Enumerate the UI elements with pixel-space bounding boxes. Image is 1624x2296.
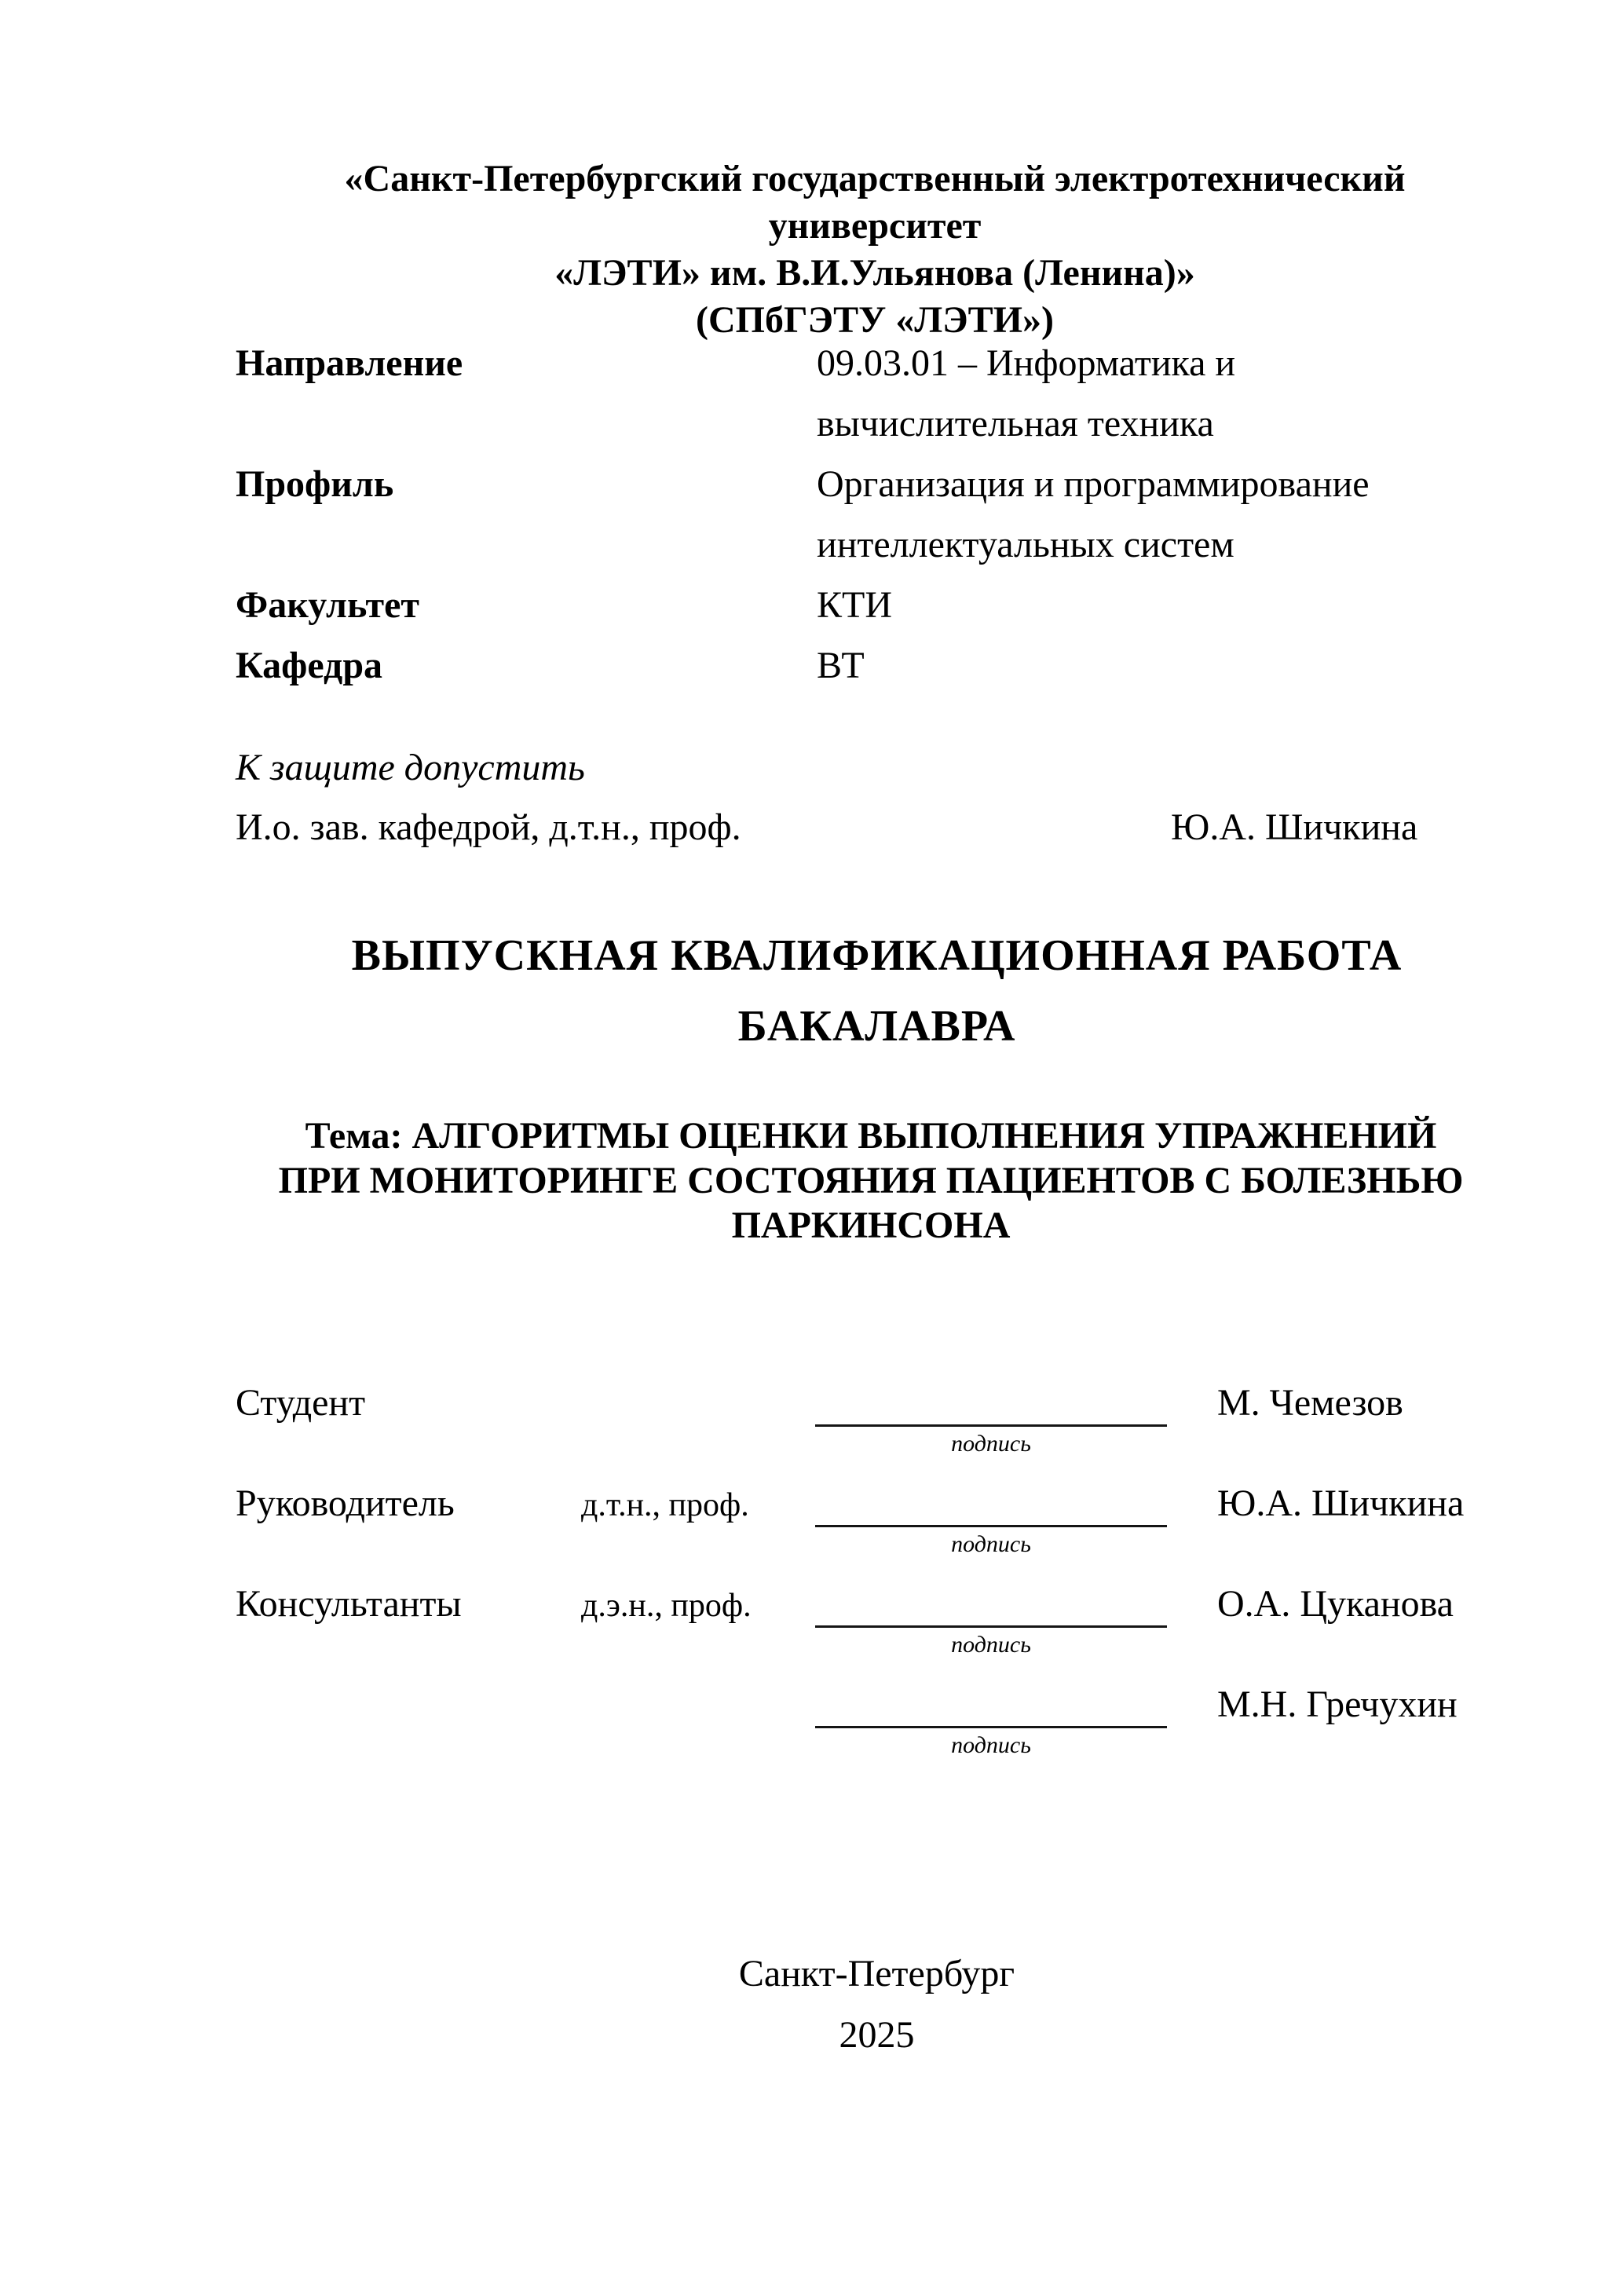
- signature-name: М. Чемезов: [1217, 1382, 1403, 1424]
- admission-row: [236, 807, 1506, 848]
- approver-position: И.о. зав. кафедрой, д.т.н., проф.: [236, 806, 741, 848]
- field-row-profile: [236, 454, 1506, 575]
- thesis-title: [236, 920, 1518, 1062]
- page-footer: [236, 1953, 1518, 2057]
- signature-caption: подпись: [951, 1531, 1031, 1557]
- signature-line: [815, 1625, 1167, 1628]
- field-value-line: 09.03.01 – Информатика и: [817, 342, 1236, 384]
- university-header: [236, 155, 1514, 344]
- signature-caption: подпись: [951, 1431, 1031, 1457]
- signature-name: М.Н. Гречухин: [1217, 1684, 1458, 1725]
- thesis-title-line1: ВЫПУСКНАЯ КВАЛИФИКАЦИОННАЯ РАБОТА: [351, 931, 1403, 980]
- signature-role: Руководитель: [236, 1483, 455, 1524]
- signature-line: [815, 1525, 1167, 1527]
- thesis-topic-line1: Тема: АЛГОРИТМЫ ОЦЕНКИ ВЫПОЛНЕНИЯ УПРАЖНЕНИЙ: [305, 1115, 1437, 1157]
- thesis-topic: [196, 1113, 1545, 1248]
- footer-city: Санкт-Петербург: [738, 1953, 1015, 1994]
- signature-line: [815, 1726, 1167, 1728]
- field-row-faculty: [236, 575, 1506, 635]
- field-value: [817, 333, 1506, 454]
- field-value-line: вычислительная техника: [817, 403, 1214, 444]
- info-fields: [236, 333, 1506, 696]
- signature-line: [815, 1424, 1167, 1427]
- signature-row-consultant-2: [236, 1676, 1508, 1778]
- signature-row-student: [236, 1374, 1508, 1476]
- thesis-topic-line3: ПАРКИНСОНА: [731, 1205, 1011, 1246]
- field-label: Факультет: [236, 584, 419, 626]
- signature-degree: д.т.н., проф.: [581, 1487, 749, 1523]
- signature-name: Ю.А. Шичкина: [1217, 1483, 1465, 1524]
- signature-role: Студент: [236, 1382, 366, 1424]
- university-name-line3: (СПбГЭТУ «ЛЭТИ»): [696, 299, 1054, 341]
- field-value: [817, 635, 1506, 696]
- field-row-direction: [236, 333, 1506, 454]
- field-label: Кафедра: [236, 645, 383, 686]
- field-label: Направление: [236, 342, 463, 384]
- university-name-line2: «ЛЭТИ» им. В.И.Ульянова (Ленина)»: [554, 252, 1195, 294]
- thesis-topic-line2: ПРИ МОНИТОРИНГЕ СОСТОЯНИЯ ПАЦИЕНТОВ С БОЛЕЗНЬЮ: [278, 1160, 1464, 1201]
- university-name-line1: «Санкт-Петербургский государственный электротехнический университет: [344, 158, 1406, 247]
- field-value: [817, 454, 1506, 575]
- field-value-line: интеллектуальных систем: [817, 524, 1234, 565]
- signature-row-supervisor: [236, 1475, 1508, 1577]
- approver-name: Ю.А. Шичкина: [1171, 806, 1418, 848]
- signature-caption: подпись: [951, 1632, 1031, 1658]
- field-value-line: Организация и программирование: [817, 463, 1370, 505]
- field-value: [817, 575, 1506, 635]
- signature-row-consultant-1: [236, 1575, 1508, 1677]
- signature-degree: д.э.н., проф.: [581, 1588, 752, 1624]
- field-row-department: [236, 635, 1506, 696]
- footer-year: 2025: [839, 2014, 915, 2056]
- thesis-title-line2: БАКАЛАВРА: [737, 1002, 1016, 1051]
- admission-note: К защите допустить: [236, 747, 585, 788]
- field-label: Профиль: [236, 463, 394, 505]
- field-value-line: ВТ: [817, 645, 865, 686]
- signature-name: О.А. Цуканова: [1217, 1583, 1454, 1625]
- signature-role: Консультанты: [236, 1583, 462, 1625]
- signature-caption: подпись: [951, 1732, 1031, 1758]
- field-value-line: КТИ: [817, 584, 892, 626]
